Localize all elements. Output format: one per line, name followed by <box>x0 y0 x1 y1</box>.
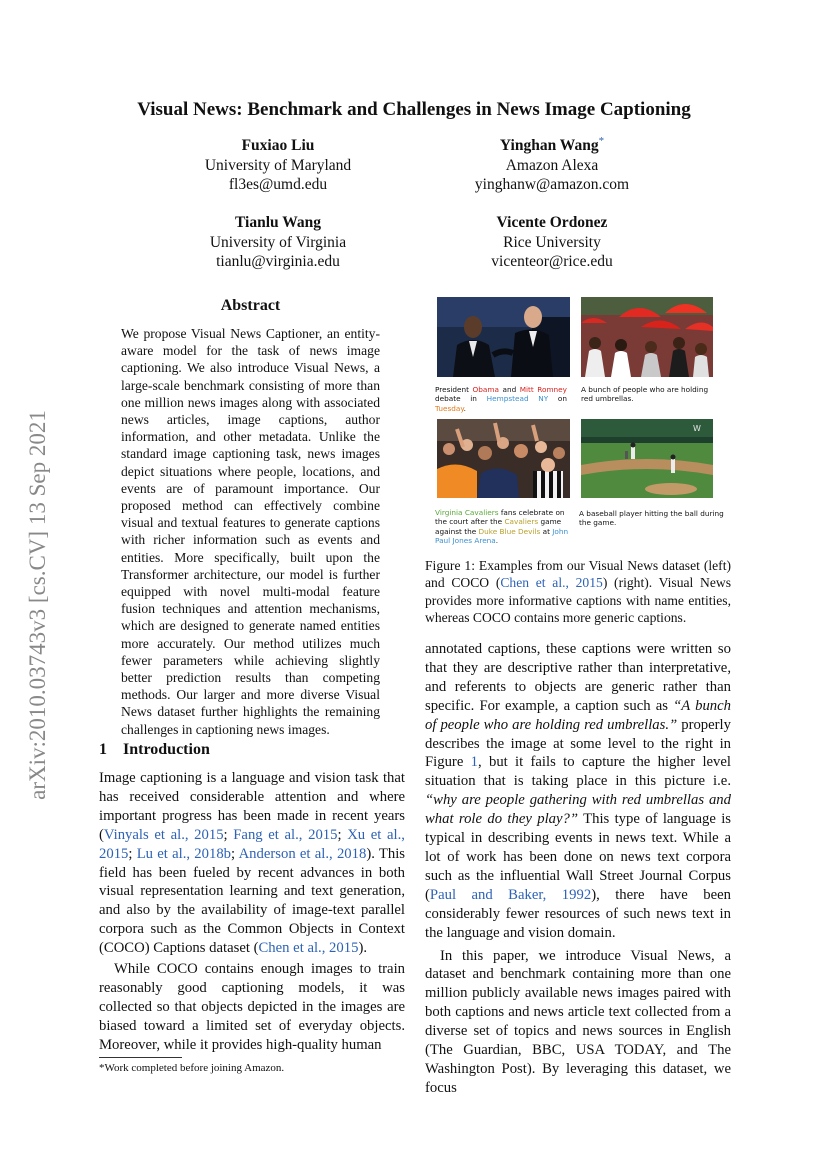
umbrella-photo-drawing <box>581 297 713 377</box>
section-number: 1 <box>99 741 107 758</box>
citation-link[interactable]: Chen et al., 2015 <box>500 575 603 591</box>
figure-caption-baseball: A baseball player hitting the ball during the game. <box>579 509 724 528</box>
text-run: ; <box>223 826 234 843</box>
text-run: , but it fails to capture the higher level situation that is taking place in this picture i.e. <box>425 754 731 790</box>
debate-photo-drawing <box>437 297 570 377</box>
section-heading <box>99 741 210 759</box>
text-run: debate in <box>435 394 487 404</box>
text-run: annotated captions, these captions were written so that they are descriptive rather than interpretative, and referents to objects are generic rather than specific. For example, a caption such as <box>425 641 731 714</box>
citation-link[interactable]: Paul and Baker, 1992 <box>429 886 592 903</box>
text-run: ) (right). Visual News provides more informative captions with name entities, whereas COCO contains more generic captions. <box>425 575 731 626</box>
citation-link[interactable]: Xu et al., 2015 <box>99 826 405 862</box>
author-affiliation: Rice University <box>503 233 601 251</box>
author-email: vicenteor@rice.edu <box>491 253 613 270</box>
figure-caption <box>425 557 731 627</box>
entity-place: Hempstead <box>486 394 529 404</box>
footnote-rule <box>99 1057 182 1058</box>
author-affiliation: University of Maryland <box>204 156 352 174</box>
figure-caption-basketball <box>435 508 571 546</box>
author-email: yinghanw@amazon.com <box>474 176 630 193</box>
text-run: ), there have been considerably fewer resources of such news text in the language and vision domain. <box>425 886 731 941</box>
text-run: fans celebrate on the court after the <box>435 508 565 527</box>
entity-organization: Duke Blue Devils <box>478 526 541 536</box>
example-question: “why are people gathering with red umbrellas and what role do they play?” <box>425 792 731 828</box>
author-email: tianlu@virginia.edu <box>216 253 340 270</box>
text-run: ; <box>337 826 348 843</box>
author-block-4 <box>442 213 662 272</box>
baseball-photo <box>581 419 713 498</box>
author-name: Vicente Ordonez <box>496 214 608 231</box>
author-email: fl3es@umd.edu <box>228 176 328 193</box>
footnote: *Work completed before joining Amazon. <box>99 1062 285 1074</box>
text-run: President <box>435 385 473 394</box>
umbrella-photo <box>581 297 713 377</box>
citation-link[interactable]: Anderson et al., 2018 <box>238 845 367 862</box>
entity-person: Obama <box>472 385 499 394</box>
citation-link[interactable]: Vinyals et al., 2015 <box>103 826 224 843</box>
arxiv-identifier <box>25 360 51 850</box>
entity-organization: Virginia Cavaliers <box>435 508 499 517</box>
figure-reference-link[interactable]: 1 <box>470 754 478 771</box>
author-name: Fuxiao Liu <box>241 137 315 154</box>
intro-left-column <box>99 769 405 1055</box>
text-run: ). This field has been fueled by recent advances in both visual representation learning and text generation, and also by the availability of image-text parallel corpora such as the Common Objects in Context (COCO) Captions dataset ( <box>99 845 405 957</box>
basketball-fans-photo-drawing <box>437 419 570 498</box>
abstract-heading: Abstract <box>220 297 281 314</box>
intro-paragraph-3 <box>425 640 731 943</box>
citation-link[interactable]: Lu et al., 2018b <box>136 845 232 862</box>
text-run: Figure 1: Examples from our Visual News dataset (left) and COCO ( <box>425 558 731 591</box>
text-run: ; <box>128 845 137 862</box>
author-name: Yinghan Wang <box>499 137 599 154</box>
author-affiliation: Amazon Alexa <box>505 156 599 174</box>
baseball-photo-drawing <box>581 419 713 498</box>
entity-organization: Cavaliers <box>504 517 539 527</box>
author-block-2 <box>442 136 662 195</box>
text-run: ; <box>231 845 239 862</box>
text-run: . <box>463 403 466 413</box>
citation-link[interactable]: Fang et al., 2015 <box>233 826 338 843</box>
author-block-3 <box>178 213 378 272</box>
intro-paragraph-4: In this paper, we introduce Visual News, a dataset and benchmark containing more than one million publicly available news images paired with both captions and news article text collected from a diverse set of topics and news sources in English (The Guardian, BBC, USA TODAY, and The Washington Post). By leveraging this dataset, we focus <box>425 947 731 1096</box>
text-run: and <box>498 385 520 394</box>
intro-paragraph-1 <box>99 769 405 958</box>
paper-title: Visual News: Benchmark and Challenges in News Image Captioning <box>137 99 691 120</box>
intro-paragraph-2: While COCO contains enough images to train reasonably good captioning models, it was collected so that objects depicted in the images are biased toward a limited set of everyday objects. Moreover, while it provides high-quality human <box>99 961 405 1053</box>
section-title: Introduction <box>123 741 210 758</box>
text-run: at <box>540 526 553 536</box>
text-run: Image captioning is a language and vision task that has received considerable attention and where important progress has been made in recent years ( <box>99 770 405 843</box>
basketball-fans-photo <box>437 419 570 498</box>
entity-date: Tuesday <box>435 403 464 413</box>
arxiv-identifier-text: arXiv:2010.03743v3 [cs.CV] 13 Sep 2021 <box>25 410 50 800</box>
text-run: properly describes the image at some level to the right in Figure <box>425 716 731 771</box>
author-block-1 <box>178 136 378 195</box>
citation-link[interactable]: Chen et al., 2015 <box>258 940 359 957</box>
author-footnote-mark[interactable]: * <box>598 134 605 147</box>
text-run: This type of language is typical in describing events in news text. While a lot of work has been done on news text corpora such as the influential Wall Street Journal Corpus ( <box>425 811 731 903</box>
entity-place: John Paul Jones Arena <box>435 526 569 546</box>
author-affiliation: University of Virginia <box>209 233 347 251</box>
example-quote: “A bunch of people who are holding red umbrellas.” <box>425 697 731 733</box>
intro-right-column <box>425 640 731 1098</box>
figure-caption-debate <box>435 385 567 413</box>
text-run: ). <box>358 940 368 957</box>
entity-place: NY <box>538 394 549 404</box>
author-name: Tianlu Wang <box>234 214 322 231</box>
debate-photo <box>437 297 570 377</box>
svg-text:W: W <box>693 424 701 433</box>
text-run: on <box>548 394 567 404</box>
entity-person: Mitt Romney <box>519 385 567 394</box>
figure-caption-umbrellas: A bunch of people who are holding red umbrellas. <box>581 385 709 404</box>
abstract-body: We propose Visual News Captioner, an entity-aware model for the task of news image captioning. We also introduce Visual News, a large-scale benchmark consisting of more than one million news images along with associated news articles, image captions, author information, and other metadata. Unlike the standard image captioning task, news images depict situations where people, locations, and events are of paramount importance. Our proposed method can effectively combine visual and textual features to generate captions with richer information such as events and entities. More specifically, built upon the Transformer architecture, our model is further equipped with novel multi-modal feature fusion techniques and attention mechanisms, which are designed to generate named entities more accurately. Our method utilizes much fewer parameters while achieving slightly better prediction results than competing methods. Our larger and more diverse Visual News dataset further highlights the remaining challenges in captioning news images. <box>121 326 380 737</box>
text-run <box>529 394 539 403</box>
text-run: game against the <box>435 517 562 536</box>
text-run: . <box>495 536 499 546</box>
